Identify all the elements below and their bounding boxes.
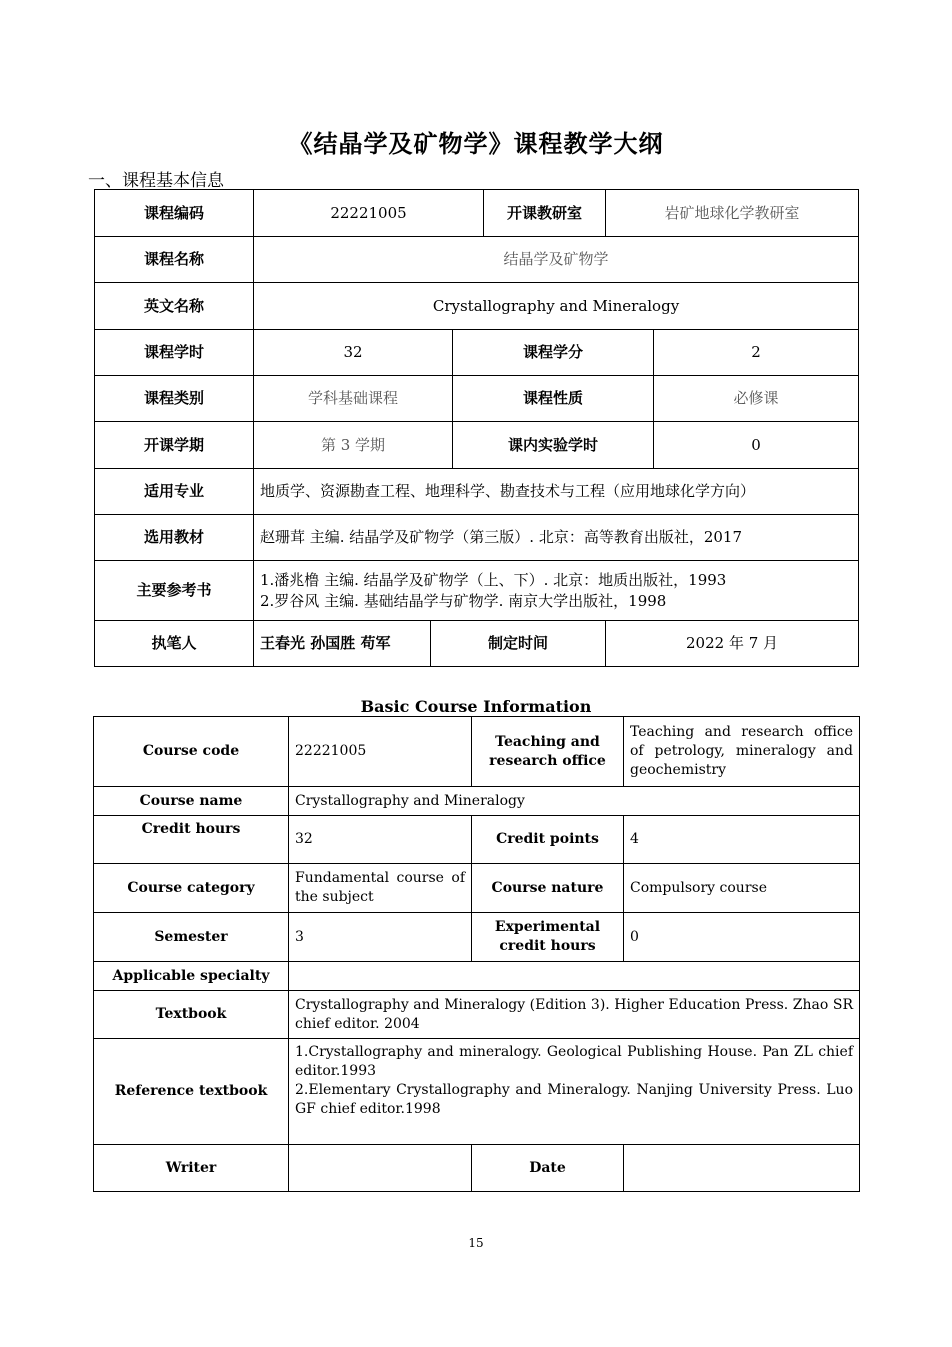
- course-category-label: Course category: [94, 864, 289, 913]
- table-row: [94, 1145, 860, 1192]
- course-code-label: 课程编码: [95, 190, 254, 237]
- date-value: [624, 1145, 860, 1192]
- table-row: [94, 1039, 860, 1145]
- course-credit-value: 2: [654, 330, 859, 376]
- table-row: [95, 422, 859, 469]
- table-row: [95, 283, 859, 330]
- lab-hours-value: 0: [654, 422, 859, 469]
- textbook-value: 赵珊茸 主编. 结晶学及矿物学（第三版）. 北京：高等教育出版社，2017: [254, 515, 859, 561]
- research-office-label: Teaching and research office: [472, 717, 624, 787]
- semester-value: 3: [289, 913, 472, 962]
- textbook-label: 选用教材: [95, 515, 254, 561]
- english-name-label: 英文名称: [95, 283, 254, 330]
- references-value: [254, 561, 859, 621]
- course-code-value: 22221005: [254, 190, 484, 237]
- credit-points-label: Credit points: [472, 816, 624, 864]
- credit-hours-label: Credit hours: [94, 816, 289, 864]
- writer-value: [289, 1145, 472, 1192]
- date-label: Date: [472, 1145, 624, 1192]
- table-row: [95, 237, 859, 283]
- semester-value: 第 3 学期: [254, 422, 453, 469]
- table-row: [95, 621, 859, 667]
- date-value: 2022 年 7 月: [606, 621, 859, 667]
- reference-item: 2.Elementary Crystallography and Mineralogy. Nanjing University Press. Luo GF chief editor.1998: [295, 1082, 853, 1117]
- semester-label: Semester: [94, 913, 289, 962]
- table-row: [95, 190, 859, 237]
- english-table-caption: Basic Course Information: [360, 697, 592, 716]
- course-code-label: Course code: [94, 717, 289, 787]
- page-title: 《结晶学及矿物学》课程教学大纲: [288, 130, 664, 158]
- table-row: [94, 991, 860, 1039]
- writer-label: Writer: [94, 1145, 289, 1192]
- applicable-major-value: 地质学、资源勘查工程、地理科学、勘查技术与工程（应用地球化学方向）: [254, 469, 859, 515]
- course-category-label: 课程类别: [95, 376, 254, 422]
- english-name-value: Crystallography and Mineralogy: [254, 283, 859, 330]
- course-nature-value: Compulsory course: [624, 864, 860, 913]
- department-value: 岩矿地球化学教研室: [606, 190, 859, 237]
- semester-label: 开课学期: [95, 422, 254, 469]
- writer-label: 执笔人: [95, 621, 254, 667]
- reference-textbook-label: Reference textbook: [94, 1039, 289, 1145]
- reference-textbook-value: [289, 1039, 860, 1145]
- course-hours-label: 课程学时: [95, 330, 254, 376]
- department-label: 开课教研室: [484, 190, 606, 237]
- table-row: [95, 330, 859, 376]
- textbook-label: Textbook: [94, 991, 289, 1039]
- research-office-value: Teaching and research office of petrology, mineralogy and geochemistry: [624, 717, 860, 787]
- table-row: [95, 376, 859, 422]
- credit-points-value: 4: [624, 816, 860, 864]
- course-category-value: 学科基础课程: [254, 376, 453, 422]
- table-row: [94, 962, 860, 991]
- table-row: [94, 787, 860, 816]
- table-row: [95, 561, 859, 621]
- applicable-specialty-value: [289, 962, 860, 991]
- table-row: [94, 913, 860, 962]
- table-row: [94, 816, 860, 864]
- table-row: [94, 864, 860, 913]
- table-row: [94, 717, 860, 787]
- credit-hours-value: 32: [289, 816, 472, 864]
- experimental-hours-value: 0: [624, 913, 860, 962]
- course-nature-value: 必修课: [654, 376, 859, 422]
- course-hours-value: 32: [254, 330, 453, 376]
- course-credit-label: 课程学分: [453, 330, 654, 376]
- reference-item: 2.罗谷风 主编. 基础结晶学与矿物学. 南京大学出版社，1998: [260, 591, 667, 610]
- textbook-value: Crystallography and Mineralogy (Edition 3). Higher Education Press. Zhao SR chief editor. 2004: [289, 991, 860, 1039]
- applicable-major-label: 适用专业: [95, 469, 254, 515]
- date-label: 制定时间: [431, 621, 606, 667]
- references-label: 主要参考书: [95, 561, 254, 621]
- applicable-specialty-label: Applicable specialty: [94, 962, 289, 991]
- page-number: 15: [468, 1236, 484, 1250]
- course-name-value: Crystallography and Mineralogy: [289, 787, 860, 816]
- course-info-table-cn: [94, 189, 859, 667]
- reference-item: 1.潘兆橹 主编. 结晶学及矿物学（上、下）. 北京：地质出版社，1993: [260, 570, 727, 589]
- course-name-value: 结晶学及矿物学: [254, 237, 859, 283]
- course-nature-label: 课程性质: [453, 376, 654, 422]
- section-heading: 一、课程基本信息: [88, 171, 224, 191]
- table-row: [95, 515, 859, 561]
- writer-value: 王春光 孙国胜 苟军: [254, 621, 431, 667]
- reference-item: 1.Crystallography and mineralogy. Geological Publishing House. Pan ZL chief editor.1993: [295, 1044, 853, 1079]
- table-row: [95, 469, 859, 515]
- course-code-value: 22221005: [289, 717, 472, 787]
- experimental-hours-label: Experimental credit hours: [472, 913, 624, 962]
- course-category-value: Fundamental course of the subject: [289, 864, 472, 913]
- course-info-table-en: [93, 716, 860, 1192]
- course-nature-label: Course nature: [472, 864, 624, 913]
- lab-hours-label: 课内实验学时: [453, 422, 654, 469]
- course-name-label: Course name: [94, 787, 289, 816]
- course-name-label: 课程名称: [95, 237, 254, 283]
